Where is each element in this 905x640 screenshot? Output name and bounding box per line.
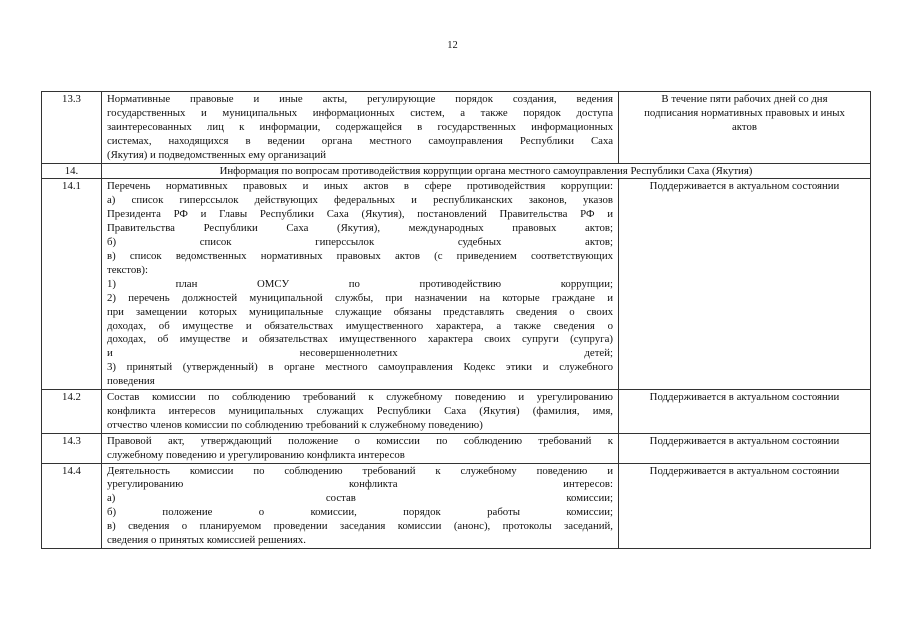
content-line: Правовой акт, утверждающий положение о комиссии по соблюдению требований к: [107, 434, 613, 447]
section-title: Информация по вопросам противодействия коррупции органа местного самоуправления Республики Саха (Якутия): [102, 163, 871, 179]
row-deadline: [619, 92, 871, 164]
table-row: [42, 390, 871, 434]
deadline-line: Поддерживается в актуальном состоянии: [649, 464, 840, 477]
page-number: 12: [447, 40, 458, 51]
content-line: конфликта интересов муниципальных служащих Республики Саха (Якутия) (фамилия, имя,: [107, 404, 613, 417]
deadline-line: актов: [732, 120, 757, 133]
table-row: [42, 433, 871, 463]
content-line: Перечень нормативных правовых и иных актов в сфере противодействия коррупции:: [107, 180, 613, 193]
table-body: [42, 92, 871, 549]
document-table: [41, 91, 871, 549]
row-number: 14.: [42, 163, 102, 179]
content-line: заинтересованных лиц к информации, содержащейся в государственных информационных: [107, 120, 613, 133]
row-number: 14.4: [42, 463, 102, 548]
content-line: отчество членов комиссии по соблюдению требований к служебному поведению): [107, 418, 483, 431]
content-line: 2) перечень должностей муниципальной службы, при назначении на которые граждане и: [107, 291, 613, 304]
row-deadline: [619, 179, 871, 390]
content-line: б) положение о комиссии, порядок работы комиссии;: [107, 506, 613, 519]
content-line: Деятельность комиссии по соблюдению требований к служебному поведению и: [107, 464, 613, 477]
content-line: урегулированию конфликта интересов:: [107, 478, 613, 491]
deadline-line: подписания нормативных правовых и иных: [644, 106, 845, 119]
content-line: Нормативные правовые и иные акты, регулирующие порядок создания, ведения: [107, 93, 613, 105]
row-deadline: [619, 390, 871, 434]
content-line: б) список гиперссылок судебных актов;: [107, 236, 613, 249]
content-line: доходах, об имуществе и обязательствах имущественного характера своих супруги (супруга): [107, 333, 613, 346]
content-line: поведения: [107, 375, 155, 388]
content-line: а) состав комиссии;: [107, 492, 613, 505]
deadline-line: Поддерживается в актуальном состоянии: [649, 391, 840, 404]
content-line: 1) план ОМСУ по противодействию коррупции;: [107, 277, 613, 290]
content-line: сведения о принятых комиссией решениях.: [107, 534, 306, 547]
row-content: [102, 92, 619, 164]
row-content: [102, 463, 619, 548]
row-deadline: [619, 433, 871, 463]
row-content: [102, 179, 619, 390]
row-number: 13.3: [42, 92, 102, 164]
table-row: [42, 92, 871, 164]
table-row: [42, 179, 871, 390]
row-number: 14.1: [42, 179, 102, 390]
row-content: [102, 433, 619, 463]
content-line: Состав комиссии по соблюдению требований к служебному поведению и урегулированию: [107, 391, 613, 404]
content-line: в) сведения о планируемом проведении заседания комиссии (анонс), протоколы заседаний,: [107, 520, 613, 533]
content-line: Правительства Республики Саха (Якутия), международных правовых актов;: [107, 222, 613, 235]
content-line: при замещении которых муниципальные служащие обязаны представлять сведения о своих: [107, 305, 613, 318]
content-line: доходах, об имуществе и обязательствах имущественного характера, а также сведения о: [107, 319, 613, 332]
row-number: 14.2: [42, 390, 102, 434]
table-row: [42, 463, 871, 548]
content-line: 3) принятый (утвержденный) в органе местного самоуправления Кодекс этики и служебного: [107, 361, 613, 374]
content-line: государственных и муниципальных информационных систем, а также порядок доступа: [107, 106, 613, 119]
deadline-line: В течение пяти рабочих дней со дня: [661, 93, 828, 105]
content-line: Президента РФ и Главы Республики Саха (Якутия), постановлений Правительства РФ и: [107, 208, 613, 221]
deadline-line: Поддерживается в актуальном состоянии: [649, 180, 840, 193]
row-number: 14.3: [42, 433, 102, 463]
deadline-line: Поддерживается в актуальном состоянии: [649, 434, 840, 447]
content-line: в) список ведомственных нормативных правовых актов (с приведением соответствующих: [107, 249, 613, 262]
content-line: (Якутия) и подведомственных ему организаций: [107, 148, 327, 161]
row-deadline: [619, 463, 871, 548]
content-line: текстов):: [107, 263, 148, 276]
content-line: системах, находящихся в ведении органа местного самоуправления Республики Саха: [107, 134, 613, 147]
content-line: а) список гиперссылок действующих федеральных и республиканских законов, указов: [107, 194, 613, 207]
row-content: [102, 390, 619, 434]
content-line: и несовершеннолетних детей;: [107, 347, 613, 360]
table-row: [42, 163, 871, 179]
content-line: служебному поведению и урегулированию конфликта интересов: [107, 448, 405, 461]
